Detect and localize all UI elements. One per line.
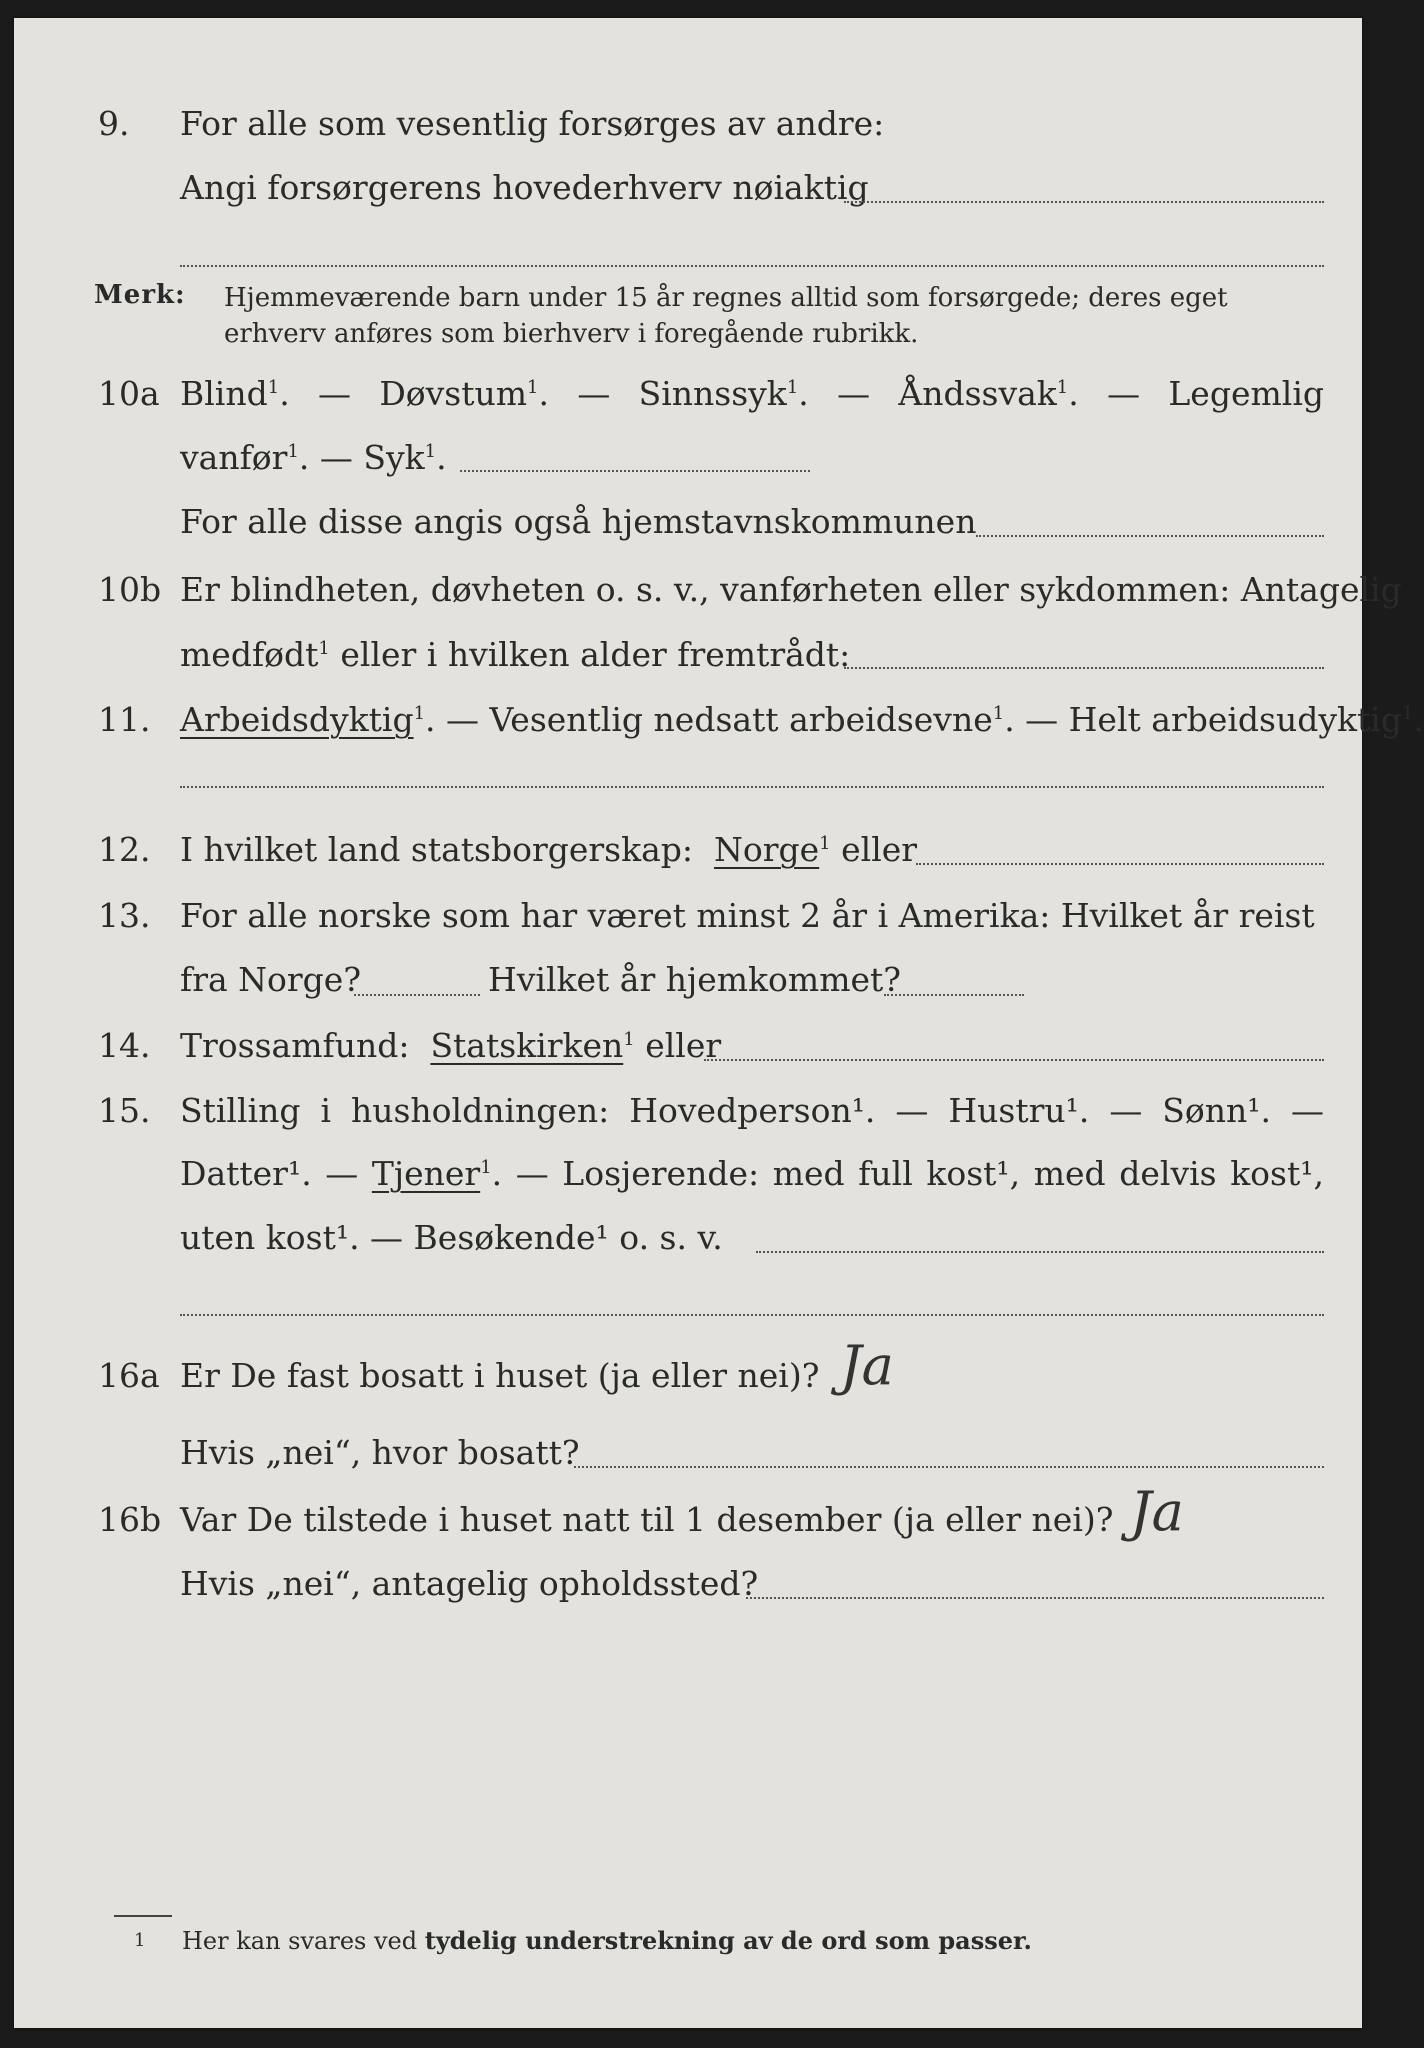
census-form-page	[14, 18, 1424, 2028]
q11-number: 11.	[98, 700, 151, 739]
q12-number: 12.	[98, 830, 151, 869]
q9-answer-line-2[interactable]	[180, 265, 1324, 267]
q9-line1: For alle som vesentlig forsørges av andre:	[180, 104, 885, 143]
dash: —	[1107, 374, 1141, 413]
q15-line2: Datter¹. — Tjener$^1$. — Losjerende: med full kost¹, med delvis kost¹,	[180, 1154, 1324, 1193]
q15-opt-full-kost[interactable]: kost¹,	[926, 1154, 1021, 1193]
q10a-opt-andssvak[interactable]: Åndssvak$^1$.	[898, 374, 1079, 413]
q10a-opt-dovstum[interactable]: Døvstum$^1$.	[379, 374, 549, 413]
q10a-syk-line[interactable]	[460, 470, 810, 472]
q10a-opt-blind[interactable]: Blind$^1$.	[180, 374, 290, 413]
q12-answer-norge[interactable]: Norge	[714, 830, 820, 869]
q15-opt-datter[interactable]: Datter¹.	[180, 1154, 312, 1193]
q15-opt-sonn[interactable]: Sønn¹.	[1162, 1091, 1271, 1130]
dash: —	[577, 374, 611, 413]
q11-opt-nedsatt[interactable]: . — Vesentlig nedsatt arbeidsevne	[425, 700, 993, 739]
q13-number: 13.	[98, 896, 151, 935]
q10b-line2: medfødt$^1$ eller i hvilken alder fremtrådt:	[180, 635, 851, 674]
q16a-handwritten-answer[interactable]: Ja	[840, 1334, 894, 1397]
q14-answer-statskirken[interactable]: Statskirken	[430, 1026, 624, 1065]
q15-answer-line-2[interactable]	[180, 1314, 1324, 1316]
q10b-number: 10b	[98, 570, 162, 609]
footnote-text: Her kan svares ved tydelig understrekning av de ord som passer.	[182, 1926, 1032, 1955]
q9-line2: Angi forsørgerens hovederhverv nøiaktig	[180, 168, 869, 207]
q14-number: 14.	[98, 1026, 151, 1065]
q11-answer-line[interactable]	[180, 786, 1324, 788]
q16b-line1: Var De tilstede i huset natt til 1 desember (ja eller nei)?	[180, 1500, 1114, 1539]
q14-answer-line[interactable]	[704, 1059, 1324, 1061]
q16a-answer-line[interactable]	[574, 1466, 1324, 1468]
q9-number: 9.	[98, 104, 130, 143]
q15-opt-hovedperson[interactable]: Hovedperson¹.	[629, 1091, 876, 1130]
q16a-number: 16a	[98, 1356, 160, 1395]
q13-line2b: Hvilket år hjemkommet?	[488, 960, 901, 999]
q10b-line1: Er blindheten, døvheten o. s. v., vanførheten eller sykdommen: Antagelig	[180, 570, 1402, 609]
q15-answer-line[interactable]	[756, 1251, 1324, 1253]
footnote-rule	[114, 1915, 172, 1917]
q13-hjemkommet-line[interactable]	[884, 994, 1024, 996]
q16a-line2: Hvis „nei“, hvor bosatt?	[180, 1433, 580, 1472]
q14-text: Trossamfund: Statskirken$^1$ eller	[180, 1026, 722, 1065]
q16b-line2: Hvis „nei“, antagelig opholdssted?	[180, 1564, 759, 1603]
footnote-mark: 1	[134, 1930, 146, 1951]
q10a-kommune-line[interactable]	[976, 535, 1324, 537]
merk-label: Merk:	[94, 280, 186, 310]
q12-answer-line[interactable]	[916, 863, 1324, 865]
q9-answer-line[interactable]	[844, 201, 1324, 203]
q16b-handwritten-answer[interactable]: Ja	[1130, 1480, 1184, 1543]
q12-text: I hvilket land statsborgerskap: Norge$^1$ eller	[180, 830, 918, 869]
q11-opt-udyktig[interactable]: . — Helt arbeidsudyktig	[1004, 700, 1402, 739]
q13-reist-line[interactable]	[354, 994, 480, 996]
q15-number: 15.	[98, 1091, 151, 1130]
q15-opt-tjener-underlined[interactable]: Tjener$^1$.	[371, 1154, 503, 1193]
q10a-options	[180, 374, 1324, 414]
q16b-number: 16b	[98, 1500, 162, 1539]
q10a-line2[interactable]: vanfør$^1$. — Syk$^1$.	[180, 438, 447, 477]
dash: —	[837, 374, 871, 413]
q10a-opt-legemlig[interactable]: Legemlig	[1168, 374, 1324, 413]
q15-line3: uten kost¹. — Besøkende¹ o. s. v.	[180, 1218, 723, 1257]
dash: —	[318, 374, 352, 413]
q10b-answer-line[interactable]	[844, 667, 1324, 669]
q10a-line3: For alle disse angis også hjemstavnskommunen	[180, 502, 977, 541]
merk-text: Hjemmeværende barn under 15 år regnes alltid som forsørgede; deres eget erhverv anføres som bierhverv i foregående rubrikk.	[224, 283, 1228, 349]
q13-line2a: fra Norge?	[180, 960, 362, 999]
q15-line1: Stilling i husholdningen: Hovedperson¹. — Hustru¹. — Sønn¹. —	[180, 1091, 1324, 1130]
q10a-number: 10a	[98, 374, 160, 413]
q16b-answer-line[interactable]	[746, 1597, 1324, 1599]
q13-line1: For alle norske som har været minst 2 år i Amerika: Hvilket år reist	[180, 896, 1315, 935]
q11-opt-arbeidsdyktig-underlined[interactable]: Arbeidsdyktig	[180, 700, 414, 739]
q15-opt-hustru[interactable]: Hustru¹.	[948, 1091, 1090, 1130]
q11-options: Arbeidsdyktig$^1$. — Vesentlig nedsatt arbeidsevne$^1$. — Helt arbeidsudyktig$^1$.	[180, 700, 1424, 739]
q16a-line1: Er De fast bosatt i huset (ja eller nei)?	[180, 1356, 820, 1395]
q15-opt-delvis-kost[interactable]: kost¹,	[1230, 1154, 1324, 1193]
q10a-opt-sinnssyk[interactable]: Sinnssyk$^1$.	[638, 374, 809, 413]
